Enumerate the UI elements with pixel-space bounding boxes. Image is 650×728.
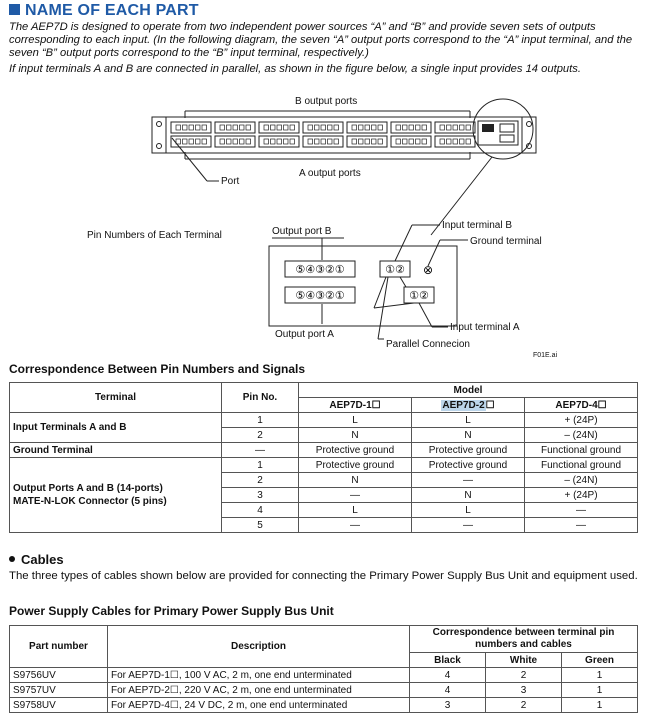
table-row [10,668,638,683]
port-pin [352,139,357,144]
cable-table-title: Power Supply Cables for Primary Power Supply Bus Unit [9,604,334,618]
cell-m2: Protective ground [412,458,525,473]
port-pin [240,139,245,144]
port-pin [233,125,238,130]
cell-m1: Protective ground [299,458,412,473]
cell-part: S9758UV [10,698,108,713]
cell-m1: N [299,473,412,488]
port-pin [440,139,445,144]
port-pin [359,125,364,130]
cell-m2: L [412,503,525,518]
cell-black: 3 [410,698,486,713]
port-pin [359,139,364,144]
port-pin [202,139,207,144]
cell-m4: Functional ground [525,443,638,458]
part-diagram [0,84,650,360]
cell-green: 1 [562,698,638,713]
port-pin [308,139,313,144]
port-pin [246,139,251,144]
port-pin [189,139,194,144]
port-pin [315,139,320,144]
cell-m2: Protective ground [412,443,525,458]
cell-desc: For AEP7D-4☐, 24 V DC, 2 m, one end unterminated [108,698,410,713]
port-pin [453,139,458,144]
highlighted-model: AEP7D-2 [442,399,485,411]
cell-m1: Protective ground [299,443,412,458]
port-pin [183,125,188,130]
label-input-terminal-b: Input terminal B [442,220,513,231]
figure-id: F01E.ai [533,352,558,359]
cell-pin: 2 [222,473,299,488]
cell-pin: — [222,443,299,458]
cell-pin: 2 [222,428,299,443]
port-pin [372,125,377,130]
th-white: White [486,653,562,668]
cell-white: 3 [486,683,562,698]
cell-white: 2 [486,698,562,713]
port-pin [196,139,201,144]
port-pin [416,125,421,130]
port-pin [220,139,225,144]
port-pin [290,139,295,144]
b-output-ports-row [171,122,475,133]
cell-m2: — [412,473,525,488]
port-pin [246,125,251,130]
port-pin [422,139,427,144]
label-parallel-connection: Parallel Connecion [386,339,470,350]
label-ground-terminal: Ground terminal [470,236,542,247]
intro-paragraph-2: If input terminals A and B are connected in parallel, as shown in the figure below, a single input provides 14 outputs. [9,63,581,75]
cell-m4: Functional ground [525,458,638,473]
port-pin [466,125,471,130]
port-pin [409,125,414,130]
th-pin-no: Pin No. [222,383,299,413]
cell-terminal-line-1: Output Ports A and B (14-ports) [13,483,163,494]
output-port-a-pins: ⑤④③②① [295,289,345,302]
a-output-ports-row [171,136,475,147]
cell-desc: For AEP7D-2☐, 220 V AC, 2 m, one end unterminated [108,683,410,698]
cell-m1: N [299,428,412,443]
pin-signal-table [9,382,638,533]
port-pin [328,125,333,130]
bullet-icon [9,556,15,562]
label-a-output-ports: A output ports [299,168,361,179]
th-correspondence: Correspondence between terminal pin numbers and cables [410,626,638,653]
table-row [10,698,638,713]
port-pin [422,125,427,130]
cell-pin: 1 [222,413,299,428]
port-pin [328,139,333,144]
port-pin [202,125,207,130]
port-pin [183,139,188,144]
cell-m4: + (24P) [525,413,638,428]
table-row [10,413,638,428]
page-title [9,2,199,20]
table-row [10,683,638,698]
port-pin [466,139,471,144]
port-pin [396,139,401,144]
port-pin [403,139,408,144]
cell-green: 1 [562,683,638,698]
cell-m4: + (24P) [525,488,638,503]
port-pin [176,125,181,130]
cell-m1: L [299,413,412,428]
port-pin [189,125,194,130]
th-green: Green [562,653,638,668]
port-pin [460,125,465,130]
cell-part: S9756UV [10,668,108,683]
cell-m1: — [299,488,412,503]
label-output-port-a: Output port A [275,329,334,340]
port-pin [460,139,465,144]
label-port: Port [221,176,240,187]
port-pin [365,125,370,130]
cell-black: 4 [410,683,486,698]
port-pin [264,125,269,130]
cell-m4: — [525,503,638,518]
cables-heading-text: Cables [21,552,64,567]
port-pin [365,139,370,144]
port-pin [271,125,276,130]
port-pin [334,125,339,130]
port-pin [416,139,421,144]
label-input-terminal-a: Input terminal A [450,322,520,333]
port-pin [447,125,452,130]
port-pin [233,139,238,144]
ground-terminal-icon: ⊗ [422,263,434,277]
cell-m1: L [299,503,412,518]
port-pin [321,125,326,130]
port-pin [277,139,282,144]
port-pin [321,139,326,144]
cables-description: The three types of cables shown below are provided for connecting the Primary Power Supply Bus Unit and equipment used. [9,570,638,582]
cell-white: 2 [486,668,562,683]
port-pin [290,125,295,130]
rack-unit [152,117,536,153]
th-aep7d-4: AEP7D-4☐ [525,398,638,413]
cell-pin: 3 [222,488,299,503]
output-port-b-pins: ⑤④③②① [295,263,345,276]
port-pin [403,125,408,130]
cell-m2: — [412,518,525,533]
cell-pin: 1 [222,458,299,473]
pin-table-title: Correspondence Between Pin Numbers and Signals [9,362,306,376]
port-pin [409,139,414,144]
cell-m4: — [525,518,638,533]
port-pin [264,139,269,144]
port-pin [352,125,357,130]
port-pin [334,139,339,144]
cell-pin: 5 [222,518,299,533]
port-pin [284,125,289,130]
cell-black: 4 [410,668,486,683]
cell-m2: L [412,413,525,428]
table-row [10,443,638,458]
th-terminal: Terminal [10,383,222,413]
th-model: Model [299,383,638,398]
label-output-port-b: Output port B [272,226,332,237]
cables-heading [9,552,64,567]
port-pin [240,125,245,130]
port-pin [284,139,289,144]
cell-pin: 4 [222,503,299,518]
port-pin [378,139,383,144]
port-pin [227,125,232,130]
port-pin [227,139,232,144]
page-title-text: NAME OF EACH PART [25,2,199,19]
input-terminal-a-pins: ①② [409,289,429,302]
cell-m4: – (24N) [525,428,638,443]
th-aep7d-1: AEP7D-1☐ [299,398,412,413]
port-pin [378,125,383,130]
th-aep7d-2 [412,398,525,413]
port-pin [396,125,401,130]
label-b-output-ports: B output ports [295,96,358,107]
cell-desc: For AEP7D-1☐, 100 V AC, 2 m, one end unterminated [108,668,410,683]
label-pin-numbers: Pin Numbers of Each Terminal [87,230,222,241]
cell-green: 1 [562,668,638,683]
cell-m4: – (24N) [525,473,638,488]
th-black: Black [410,653,486,668]
port-pin [447,139,452,144]
port-pin [277,125,282,130]
port-pin [315,125,320,130]
cell-terminal: Input Terminals A and B [10,413,222,443]
cell-m2: N [412,488,525,503]
cable-table [9,625,638,713]
port-pin [308,125,313,130]
port-pin [196,125,201,130]
cell-terminal [10,458,222,533]
cell-m2: N [412,428,525,443]
intro-paragraph-1: The AEP7D is designed to operate from two independent power sources “A” and “B” and provide seven sets of outputs corresponding to each input. (In the following diagram, the seven “A” output ports correspond to the “A” input terminal, and the seven “B” output ports correspond to the “B” input terminal, respectively.) [9,21,633,59]
model-box-glyph: ☐ [485,399,495,411]
port-pin [220,125,225,130]
intro-text [9,21,644,76]
cell-part: S9757UV [10,683,108,698]
port-pin [440,125,445,130]
table-row [10,458,638,473]
th-part-number: Part number [10,626,108,668]
cell-terminal: Ground Terminal [10,443,222,458]
title-square-icon [9,4,20,15]
cell-m1: — [299,518,412,533]
input-terminal-b-pins: ①② [385,263,405,276]
th-description: Description [108,626,410,668]
port-pin [372,139,377,144]
port-pin [271,139,276,144]
cell-terminal-line-2: MATE-N-LOK Connector (5 pins) [13,496,167,507]
port-pin [453,125,458,130]
